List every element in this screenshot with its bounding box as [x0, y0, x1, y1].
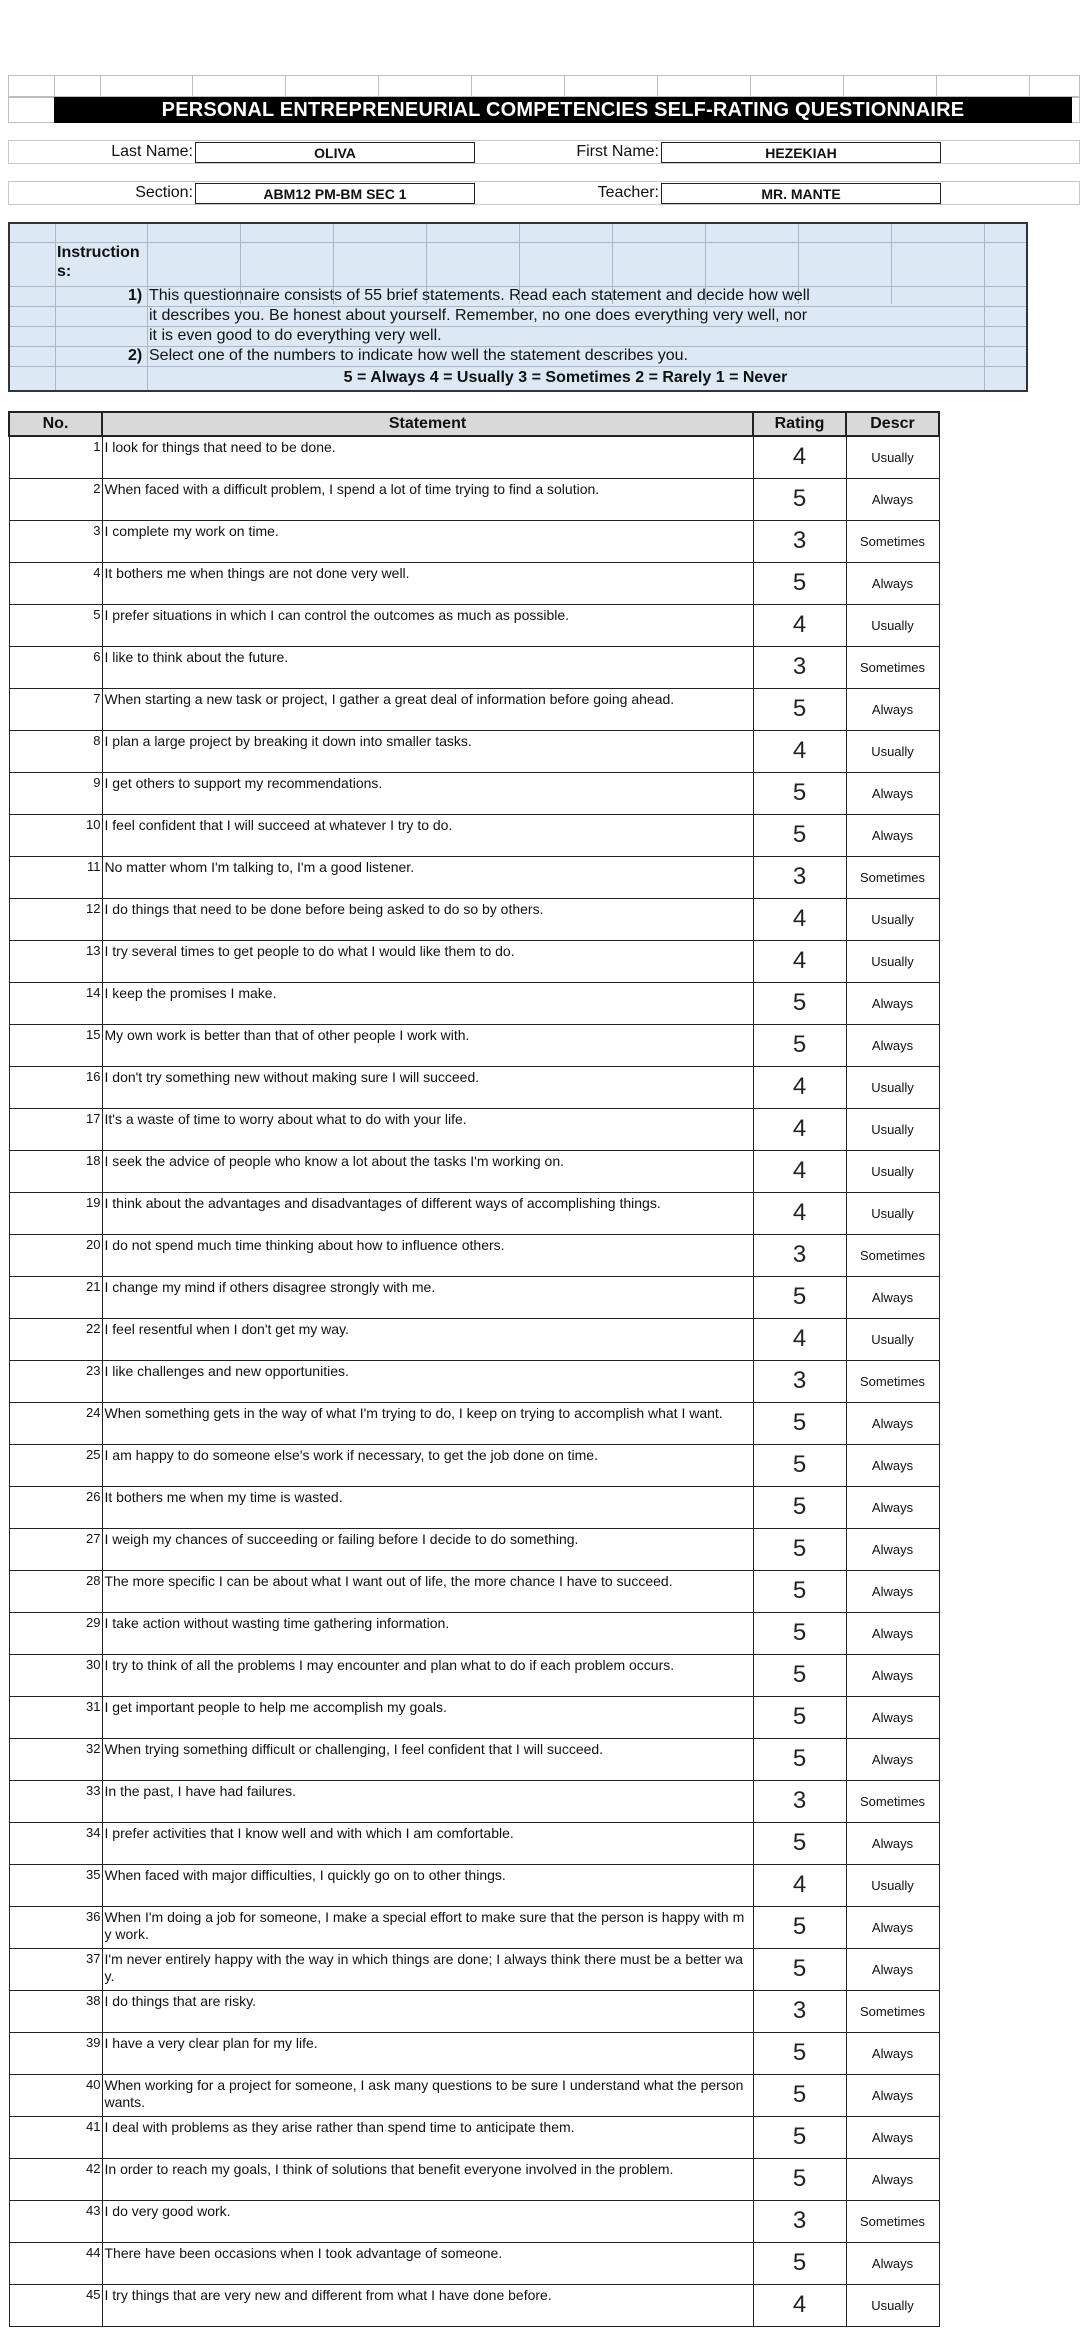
instruction-1-line-2: it describes you. Be honest about yourself. Remember, no one does everything very well, nor [149, 307, 808, 324]
description-cell: Always [846, 1528, 939, 1570]
rating-cell[interactable]: 5 [753, 1444, 846, 1486]
description-cell: Usually [846, 1864, 939, 1906]
rating-cell[interactable]: 5 [753, 2032, 846, 2074]
row-number: 15 [9, 1024, 102, 1066]
statement-cell: I weigh my chances of succeeding or failing before I decide to do something. [102, 1528, 753, 1570]
statement-cell: It's a waste of time to worry about what to do with your life. [102, 1108, 753, 1150]
rating-cell[interactable]: 5 [753, 1024, 846, 1066]
table-row [9, 2032, 939, 2074]
description-cell: Always [846, 478, 939, 520]
rating-cell[interactable]: 3 [753, 1234, 846, 1276]
row-number: 27 [9, 1528, 102, 1570]
description-cell: Always [846, 1444, 939, 1486]
row-number: 26 [9, 1486, 102, 1528]
rating-cell[interactable]: 3 [753, 520, 846, 562]
header-descr: Descr [846, 412, 939, 436]
description-cell: Always [846, 814, 939, 856]
instruction-2-number: 2) [128, 347, 143, 364]
rating-cell[interactable]: 3 [753, 2200, 846, 2242]
row-number: 16 [9, 1066, 102, 1108]
statement-cell: I do things that need to be done before being asked to do so by others. [102, 898, 753, 940]
row-number: 5 [9, 604, 102, 646]
table-row [9, 2284, 939, 2326]
description-cell: Usually [846, 436, 939, 478]
row-number: 6 [9, 646, 102, 688]
table-row [9, 1780, 939, 1822]
statement-cell: I complete my work on time. [102, 520, 753, 562]
rating-cell[interactable]: 4 [753, 1066, 846, 1108]
statement-cell: I feel resentful when I don't get my way. [102, 1318, 753, 1360]
statement-cell: I do not spend much time thinking about how to influence others. [102, 1234, 753, 1276]
instruction-1-line-1: This questionnaire consists of 55 brief statements. Read each statement and decide how well [149, 287, 810, 304]
description-cell: Always [846, 1822, 939, 1864]
row-number: 33 [9, 1780, 102, 1822]
instruction-1-line-3: it is even good to do everything very well. [149, 327, 442, 344]
statement-cell: When faced with major difficulties, I quickly go on to other things. [102, 1864, 753, 1906]
header-rating: Rating [753, 412, 846, 436]
row-number: 7 [9, 688, 102, 730]
instructions-heading-cont: s: [57, 263, 72, 280]
description-cell: Usually [846, 1318, 939, 1360]
description-cell: Always [846, 2032, 939, 2074]
table-row [9, 1486, 939, 1528]
section-field[interactable]: ABM12 PM-BM SEC 1 [195, 183, 475, 204]
table-row [9, 1360, 939, 1402]
rating-cell[interactable]: 4 [753, 1318, 846, 1360]
table-row [9, 1192, 939, 1234]
row-number: 14 [9, 982, 102, 1024]
table-row [9, 1738, 939, 1780]
teacher-field[interactable]: MR. MANTE [661, 183, 941, 204]
row-number: 18 [9, 1150, 102, 1192]
description-cell: Always [846, 1738, 939, 1780]
row-number: 36 [9, 1906, 102, 1948]
row-number: 24 [9, 1402, 102, 1444]
row-number: 1 [9, 436, 102, 478]
title-row [8, 97, 1080, 123]
first-name-field[interactable]: HEZEKIAH [661, 142, 941, 163]
description-cell: Sometimes [846, 520, 939, 562]
row-number: 21 [9, 1276, 102, 1318]
table-body [9, 436, 939, 2326]
rating-cell[interactable]: 5 [753, 772, 846, 814]
table-row [9, 1990, 939, 2032]
table-row [9, 1654, 939, 1696]
rating-scale: 5 = Always 4 = Usually 3 = Sometimes 2 = Rarely 1 = Never [343, 369, 788, 386]
rating-cell[interactable]: 5 [753, 2242, 846, 2284]
rating-cell[interactable]: 4 [753, 730, 846, 772]
table-row [9, 604, 939, 646]
questionnaire-table [8, 411, 940, 2327]
rating-cell[interactable]: 5 [753, 1570, 846, 1612]
statement-cell: I do very good work. [102, 2200, 753, 2242]
table-row [9, 1612, 939, 1654]
row-number: 9 [9, 772, 102, 814]
row-number: 41 [9, 2116, 102, 2158]
table-row [9, 1570, 939, 1612]
description-cell: Usually [846, 1066, 939, 1108]
first-name-label: First Name: [576, 143, 659, 160]
statement-cell: I prefer situations in which I can control the outcomes as much as possible. [102, 604, 753, 646]
row-number: 42 [9, 2158, 102, 2200]
description-cell: Always [846, 2074, 939, 2116]
statement-cell: No matter whom I'm talking to, I'm a good listener. [102, 856, 753, 898]
instructions-heading: Instruction [57, 244, 140, 261]
statement-cell: I think about the advantages and disadvantages of different ways of accomplishing things. [102, 1192, 753, 1234]
statement-cell: In the past, I have had failures. [102, 1780, 753, 1822]
table-row [9, 436, 939, 478]
description-cell: Always [846, 982, 939, 1024]
rating-cell[interactable]: 4 [753, 940, 846, 982]
row-number: 17 [9, 1108, 102, 1150]
description-cell: Usually [846, 1150, 939, 1192]
description-cell: Usually [846, 604, 939, 646]
table-row [9, 478, 939, 520]
row-number: 11 [9, 856, 102, 898]
table-row [9, 646, 939, 688]
rating-cell[interactable]: 4 [753, 1108, 846, 1150]
description-cell: Sometimes [846, 856, 939, 898]
statement-cell: I keep the promises I make. [102, 982, 753, 1024]
description-cell: Always [846, 1654, 939, 1696]
page-title: PERSONAL ENTREPRENEURIAL COMPETENCIES SELF-RATING QUESTIONNAIRE [54, 97, 1072, 123]
rating-cell[interactable]: 5 [753, 562, 846, 604]
grid-cell [1072, 97, 1080, 123]
rating-cell[interactable]: 4 [753, 1192, 846, 1234]
teacher-label: Teacher: [597, 184, 659, 201]
rating-cell[interactable]: 5 [753, 1528, 846, 1570]
statement-cell: I plan a large project by breaking it down into smaller tasks. [102, 730, 753, 772]
table-row [9, 1906, 939, 1948]
rating-cell[interactable]: 5 [753, 2158, 846, 2200]
statement-cell: I don't try something new without making sure I will succeed. [102, 1066, 753, 1108]
table-row [9, 940, 939, 982]
statement-cell: I get others to support my recommendations. [102, 772, 753, 814]
statement-cell: The more specific I can be about what I want out of life, the more chance I have to succeed. [102, 1570, 753, 1612]
rating-cell[interactable]: 5 [753, 1486, 846, 1528]
statement-cell: When working for a project for someone, I ask many questions to be sure I understand what the person wants. [102, 2074, 753, 2116]
rating-cell[interactable]: 5 [753, 1906, 846, 1948]
statement-cell: I try to think of all the problems I may encounter and plan what to do if each problem occurs. [102, 1654, 753, 1696]
row-number: 28 [9, 1570, 102, 1612]
row-number: 38 [9, 1990, 102, 2032]
statement-cell: When I'm doing a job for someone, I make a special effort to make sure that the person is happy with my work. [102, 1906, 753, 1948]
table-row [9, 1822, 939, 1864]
table-row [9, 1024, 939, 1066]
rating-cell[interactable]: 4 [753, 1150, 846, 1192]
rating-cell[interactable]: 4 [753, 436, 846, 478]
statement-cell: There have been occasions when I took advantage of someone. [102, 2242, 753, 2284]
description-cell: Sometimes [846, 2200, 939, 2242]
table-row [9, 1108, 939, 1150]
row-number: 19 [9, 1192, 102, 1234]
description-cell: Always [846, 1570, 939, 1612]
statement-cell: I prefer activities that I know well and with which I am comfortable. [102, 1822, 753, 1864]
rating-cell[interactable]: 5 [753, 2074, 846, 2116]
table-row [9, 1528, 939, 1570]
section-label: Section: [135, 184, 193, 201]
rating-cell[interactable]: 3 [753, 1360, 846, 1402]
rating-cell[interactable]: 3 [753, 1990, 846, 2032]
row-number: 10 [9, 814, 102, 856]
description-cell: Always [846, 1696, 939, 1738]
rating-cell[interactable]: 5 [753, 478, 846, 520]
description-cell: Sometimes [846, 1780, 939, 1822]
table-row [9, 1276, 939, 1318]
rating-cell[interactable]: 4 [753, 1864, 846, 1906]
table-row [9, 520, 939, 562]
row-number: 13 [9, 940, 102, 982]
rating-cell[interactable]: 4 [753, 2284, 846, 2326]
last-name-field[interactable]: OLIVA [195, 142, 475, 163]
statement-cell: I like challenges and new opportunities. [102, 1360, 753, 1402]
rating-cell[interactable]: 4 [753, 898, 846, 940]
table-row [9, 2242, 939, 2284]
description-cell: Usually [846, 898, 939, 940]
table-row [9, 688, 939, 730]
row-number: 37 [9, 1948, 102, 1990]
table-row [9, 1948, 939, 1990]
statement-cell: I'm never entirely happy with the way in which things are done; I always think there must be a better way. [102, 1948, 753, 1990]
table-row [9, 898, 939, 940]
table-row [9, 1864, 939, 1906]
description-cell: Usually [846, 1108, 939, 1150]
rating-cell[interactable]: 5 [753, 814, 846, 856]
table-row [9, 982, 939, 1024]
statement-cell: When something gets in the way of what I'm trying to do, I keep on trying to accomplish what I want. [102, 1402, 753, 1444]
row-number: 22 [9, 1318, 102, 1360]
table-row [9, 562, 939, 604]
statement-cell: I take action without wasting time gathering information. [102, 1612, 753, 1654]
row-number: 44 [9, 2242, 102, 2284]
table-row [9, 1234, 939, 1276]
statement-cell: It bothers me when things are not done very well. [102, 562, 753, 604]
row-number: 4 [9, 562, 102, 604]
statement-cell: I try several times to get people to do what I would like them to do. [102, 940, 753, 982]
row-number: 43 [9, 2200, 102, 2242]
statement-cell: I try things that are very new and different from what I have done before. [102, 2284, 753, 2326]
description-cell: Sometimes [846, 646, 939, 688]
rating-cell[interactable]: 5 [753, 1654, 846, 1696]
statement-cell: I have a very clear plan for my life. [102, 2032, 753, 2074]
row-number: 34 [9, 1822, 102, 1864]
statement-cell: I seek the advice of people who know a lot about the tasks I'm working on. [102, 1150, 753, 1192]
row-number: 31 [9, 1696, 102, 1738]
statement-cell: I like to think about the future. [102, 646, 753, 688]
statement-cell: When trying something difficult or challenging, I feel confident that I will succeed. [102, 1738, 753, 1780]
table-row [9, 2158, 939, 2200]
section-row [8, 181, 1080, 205]
description-cell: Usually [846, 940, 939, 982]
statement-cell: I deal with problems as they arise rather than spend time to anticipate them. [102, 2116, 753, 2158]
description-cell: Usually [846, 1192, 939, 1234]
table-row [9, 2074, 939, 2116]
sheet-grid-row [8, 75, 1080, 97]
table-row [9, 730, 939, 772]
description-cell: Usually [846, 2284, 939, 2326]
instructions-panel [8, 222, 1028, 392]
row-number: 45 [9, 2284, 102, 2326]
row-number: 29 [9, 1612, 102, 1654]
table-row [9, 814, 939, 856]
rating-cell[interactable]: 3 [753, 856, 846, 898]
rating-cell[interactable]: 5 [753, 1822, 846, 1864]
grid-cell [8, 97, 54, 123]
row-number: 12 [9, 898, 102, 940]
row-number: 40 [9, 2074, 102, 2116]
name-row [8, 140, 1080, 164]
statement-cell: I look for things that need to be done. [102, 436, 753, 478]
table-row [9, 2116, 939, 2158]
statement-cell: I am happy to do someone else's work if necessary, to get the job done on time. [102, 1444, 753, 1486]
table-row [9, 1318, 939, 1360]
description-cell: Sometimes [846, 1360, 939, 1402]
statement-cell: It bothers me when my time is wasted. [102, 1486, 753, 1528]
rating-cell[interactable]: 5 [753, 1402, 846, 1444]
table-row [9, 772, 939, 814]
rating-cell[interactable]: 5 [753, 1696, 846, 1738]
rating-cell[interactable]: 5 [753, 1738, 846, 1780]
description-cell: Always [846, 1486, 939, 1528]
rating-cell[interactable]: 5 [753, 688, 846, 730]
table-row [9, 2200, 939, 2242]
row-number: 32 [9, 1738, 102, 1780]
table-row [9, 1150, 939, 1192]
row-number: 23 [9, 1360, 102, 1402]
description-cell: Always [846, 1612, 939, 1654]
row-number: 35 [9, 1864, 102, 1906]
description-cell: Always [846, 1276, 939, 1318]
statement-cell: I do things that are risky. [102, 1990, 753, 2032]
statement-cell: When starting a new task or project, I gather a great deal of information before going ahead. [102, 688, 753, 730]
table-row [9, 856, 939, 898]
rating-cell[interactable]: 5 [753, 982, 846, 1024]
table-row [9, 1696, 939, 1738]
header-no: No. [9, 412, 102, 436]
rating-cell[interactable]: 5 [753, 2116, 846, 2158]
description-cell: Always [846, 1024, 939, 1066]
row-number: 3 [9, 520, 102, 562]
rating-cell[interactable]: 5 [753, 1612, 846, 1654]
statement-cell: I change my mind if others disagree strongly with me. [102, 1276, 753, 1318]
row-number: 20 [9, 1234, 102, 1276]
row-number: 30 [9, 1654, 102, 1696]
description-cell: Sometimes [846, 1234, 939, 1276]
description-cell: Always [846, 1906, 939, 1948]
header-statement: Statement [102, 412, 753, 436]
rating-cell[interactable]: 5 [753, 1948, 846, 1990]
description-cell: Always [846, 1948, 939, 1990]
row-number: 2 [9, 478, 102, 520]
rating-cell[interactable]: 3 [753, 646, 846, 688]
description-cell: Always [846, 2158, 939, 2200]
statement-cell: I feel confident that I will succeed at whatever I try to do. [102, 814, 753, 856]
rating-cell[interactable]: 4 [753, 604, 846, 646]
instruction-1-number: 1) [128, 287, 143, 304]
description-cell: Sometimes [846, 1990, 939, 2032]
row-number: 8 [9, 730, 102, 772]
rating-cell[interactable]: 3 [753, 1780, 846, 1822]
description-cell: Always [846, 2116, 939, 2158]
description-cell: Always [846, 772, 939, 814]
row-number: 39 [9, 2032, 102, 2074]
description-cell: Usually [846, 730, 939, 772]
statement-cell: My own work is better than that of other people I work with. [102, 1024, 753, 1066]
description-cell: Always [846, 1402, 939, 1444]
statement-cell: When faced with a difficult problem, I spend a lot of time trying to find a solution. [102, 478, 753, 520]
table-row [9, 1444, 939, 1486]
statement-cell: In order to reach my goals, I think of solutions that benefit everyone involved in the problem. [102, 2158, 753, 2200]
table-row [9, 1402, 939, 1444]
table-header-row [9, 412, 939, 436]
description-cell: Always [846, 562, 939, 604]
description-cell: Always [846, 688, 939, 730]
last-name-label: Last Name: [111, 143, 193, 160]
description-cell: Always [846, 2242, 939, 2284]
instruction-2-line-1: Select one of the numbers to indicate how well the statement describes you. [149, 347, 688, 364]
rating-cell[interactable]: 5 [753, 1276, 846, 1318]
table-row [9, 1066, 939, 1108]
row-number: 25 [9, 1444, 102, 1486]
statement-cell: I get important people to help me accomplish my goals. [102, 1696, 753, 1738]
